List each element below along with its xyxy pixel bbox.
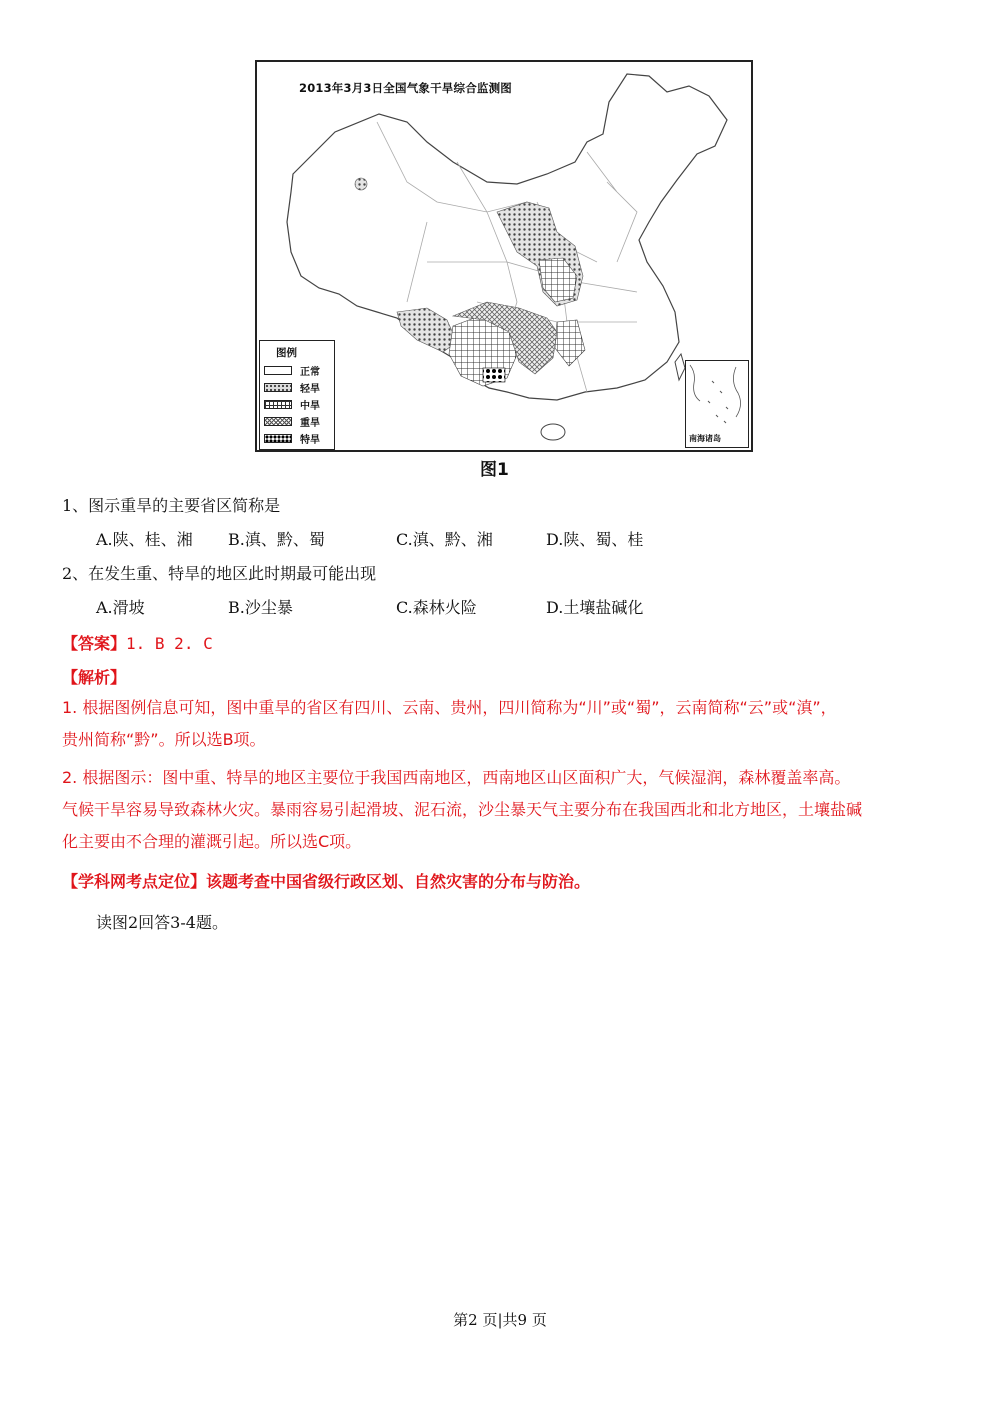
answer-value: 1. B 2. C	[126, 634, 213, 653]
question-2-option-b: B.沙尘暴	[228, 598, 293, 617]
analysis-p2-line1: 2. 根据图示：图中重、特旱的地区主要位于我国西南地区，西南地区山区面积广大，气候湿润，森林覆盖率高。	[62, 768, 851, 787]
analysis-label: 【解析】	[62, 668, 127, 687]
moderate-drought-swatch	[264, 400, 292, 409]
south-china-sea-inset	[685, 360, 749, 448]
drought-map-figure	[255, 60, 753, 452]
page-footer: 第2 页|共9 页	[453, 1311, 547, 1329]
analysis-p2-line3: 化主要由不合理的灌溉引起。所以选C项。	[62, 832, 362, 851]
inset-label: 南海诸岛	[689, 434, 721, 443]
legend-label: 中旱	[300, 400, 320, 412]
answer-line	[62, 631, 213, 654]
taiwan-island	[675, 354, 685, 380]
legend-label: 重旱	[300, 417, 320, 429]
legend-label: 正常	[300, 366, 320, 378]
extreme-drought-area	[483, 368, 505, 382]
legend-item-severe	[264, 414, 320, 428]
question-1-stem: 1、图示重旱的主要省区简称是	[62, 496, 281, 515]
knowledge-point-line	[62, 869, 590, 892]
question-2-option-a: A.滑坡	[96, 598, 145, 617]
knowledge-point-text: 该题考查中国省级行政区划、自然灾害的分布与防治。	[206, 872, 591, 891]
question-2-option-d: D.土壤盐碱化	[546, 598, 644, 617]
question-2-option-c: C.森林火险	[396, 598, 477, 617]
light-drought-spot	[355, 178, 367, 190]
severe-drought-swatch	[264, 417, 292, 426]
map-title: 2013年3月3日全国气象干旱综合监测图	[299, 81, 513, 95]
analysis-p2-line2: 气候干旱容易导致森林火灾。暴雨容易引起滑坡、泥石流，沙尘暴天气主要分布在我国西北和北方地区，土壤盐碱	[62, 800, 863, 819]
answer-label: 【答案】	[62, 634, 127, 653]
legend-item-light	[264, 380, 320, 394]
light-drought-swatch	[264, 383, 292, 392]
question-2-stem: 2、在发生重、特旱的地区此时期最可能出现	[62, 564, 377, 583]
knowledge-point-label: 【学科网考点定位】	[62, 872, 207, 891]
hainan-island	[541, 424, 565, 440]
legend-item-normal	[264, 363, 320, 377]
question-1-option-b: B.滇、黔、蜀	[228, 530, 325, 549]
question-1-option-d: D.陕、蜀、桂	[546, 530, 644, 549]
extreme-drought-swatch	[264, 434, 292, 443]
normal-swatch	[264, 366, 292, 375]
figure-caption: 图1	[480, 460, 509, 480]
question-1-option-c: C.滇、黔、湘	[396, 530, 493, 549]
legend-label: 轻旱	[300, 383, 320, 395]
next-prompt: 读图2回答3-4题。	[96, 913, 228, 932]
legend-title: 图例	[276, 347, 297, 359]
legend-label: 特旱	[300, 434, 320, 446]
analysis-paragraph-2	[62, 762, 862, 858]
legend-item-moderate	[264, 397, 320, 411]
legend-item-extreme	[264, 431, 320, 445]
map-legend	[259, 340, 335, 450]
question-1-option-a: A.陕、桂、湘	[96, 530, 193, 549]
analysis-p1-line2: 贵州简称“黔”。所以选B项。	[62, 730, 266, 749]
analysis-paragraph-1	[62, 692, 837, 756]
analysis-p1-line1: 1. 根据图例信息可知，图中重旱的省区有四川、云南、贵州，四川简称为“川”或“蜀”，云南简称“云”或“滇”，	[62, 698, 837, 717]
